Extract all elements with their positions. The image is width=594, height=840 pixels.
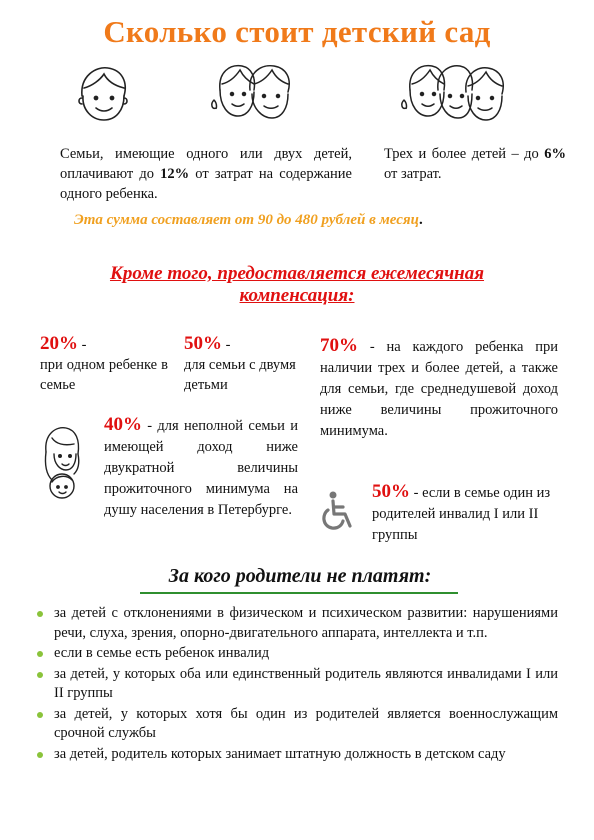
list-item: за детей с отклонениями в физическом и психическом развитии: нарушениями речи, слуха, зрения, опорно-двигательного аппарата, интеллекта и т.п. xyxy=(34,604,558,643)
free-list xyxy=(34,604,558,765)
mother-child-icon xyxy=(38,424,84,504)
compensation-50-disabled: 50% - если в семье один из родителей инвалид I или II группы xyxy=(372,481,551,543)
list-item: за детей, родитель которых занимает штатную должность в детском саду xyxy=(34,745,558,765)
compensation-20: 20% - при одном ребенке в семье xyxy=(40,333,168,393)
bullet-icon xyxy=(37,672,43,678)
bullet-icon xyxy=(37,651,43,657)
bullet-icon xyxy=(37,712,43,718)
list-item: если в семье есть ребенок инвалид xyxy=(34,644,558,664)
page-title: Сколько стоит детский сад xyxy=(103,14,491,49)
cost-range-text: Эта сумма составляет от 90 до 480 рублей в месяц. xyxy=(74,212,423,228)
cost-three-children-text: Трех и более детей – до 6% от затрат. xyxy=(384,146,566,182)
compensation-40: 40% - для неполной семьи и имеющей доход ниже двукратной величины прожиточного минимума на душу населения в Петербурге. xyxy=(104,414,298,518)
compensation-70: 70% - на каждого ребенка при наличии трех и более детей, а также для семьи, где среднедушевой доход ниже величины прожиточного минимума. xyxy=(320,335,558,439)
wheelchair-icon xyxy=(318,488,358,534)
free-heading-underline xyxy=(140,592,458,594)
free-heading: За кого родители не платят: xyxy=(168,565,432,587)
list-item: за детей, у которых оба или единственный родитель являются инвалидами I или II группы xyxy=(34,665,558,704)
compensation-50: 50% - для семьи с двумя детьми xyxy=(184,333,296,393)
cost-two-children-text: Семьи, имеющие одного или двух детей, оплачивают до 12% от затрат на содержание одного ребенка. xyxy=(60,146,352,202)
two-children-icon xyxy=(206,60,296,124)
bullet-icon xyxy=(37,752,43,758)
compensation-heading: Кроме того, предоставляется ежемесячная компенсация: xyxy=(109,263,485,306)
bullet-icon xyxy=(37,611,43,617)
three-children-icon xyxy=(398,60,510,126)
child-face-icon xyxy=(74,62,132,124)
list-item: за детей, у которых хотя бы один из родителей является военнослужащим срочной службы xyxy=(34,705,558,744)
